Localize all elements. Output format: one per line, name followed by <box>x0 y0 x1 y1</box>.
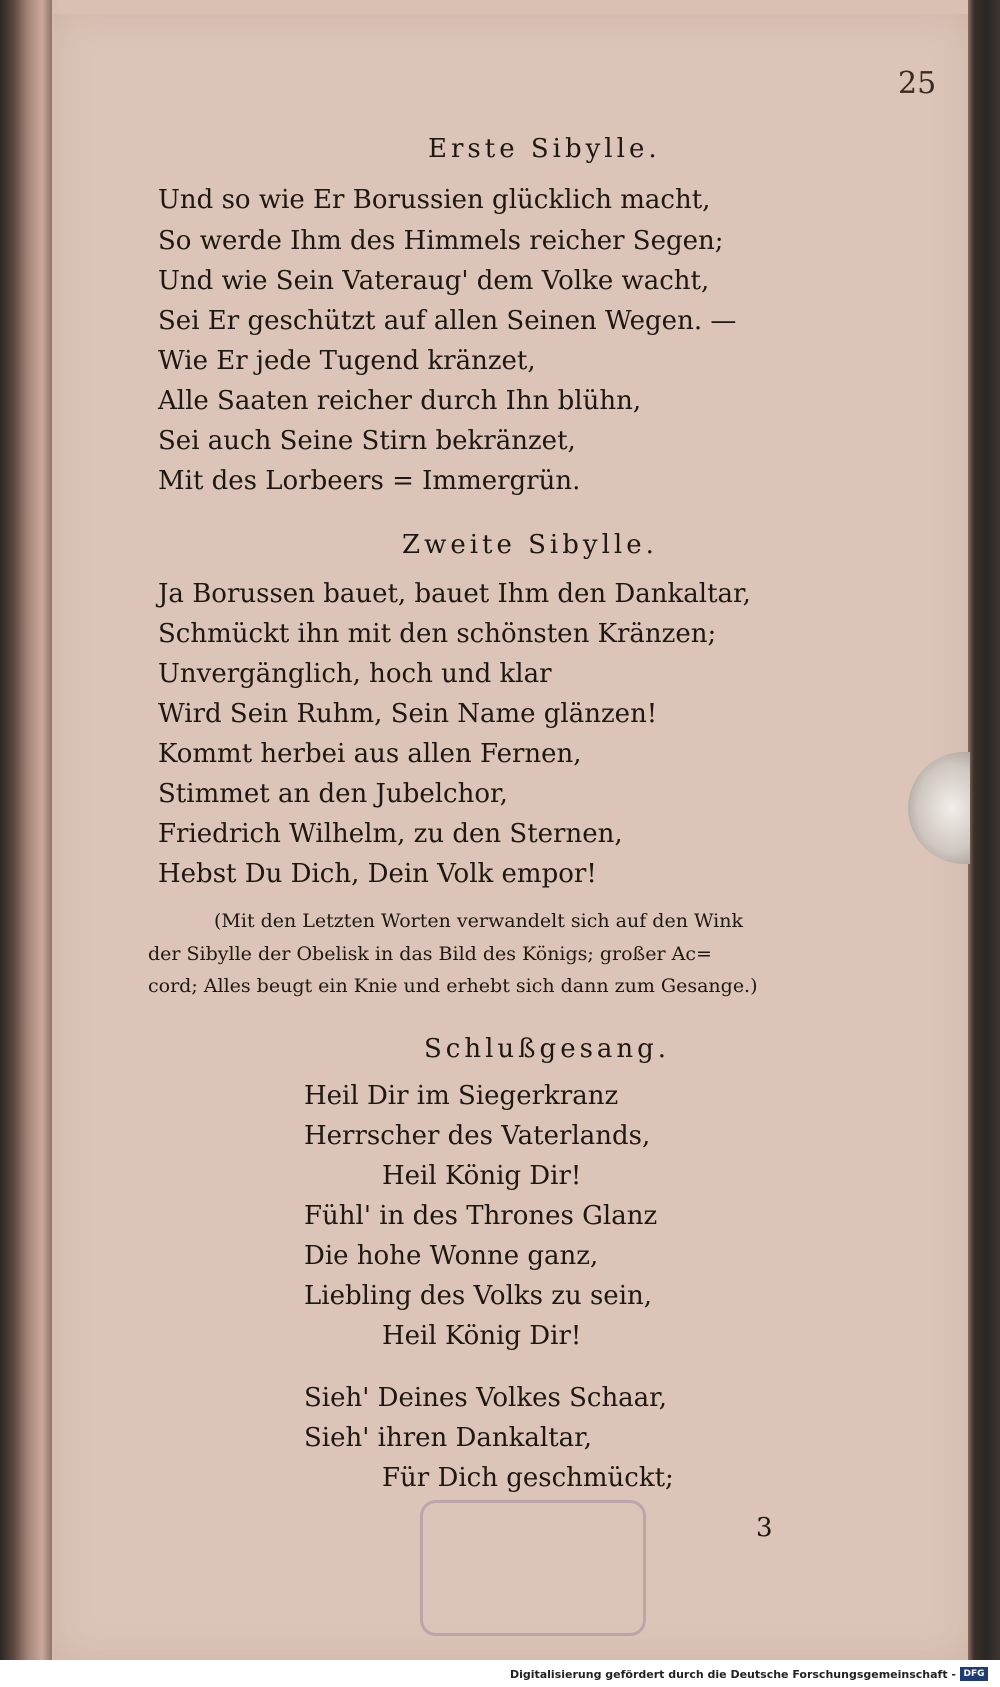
book-cover-edge <box>968 0 1000 1660</box>
stage-direction-line: cord; Alles beugt ein Knie und erhebt sich dann zum Gesange.) <box>148 975 758 997</box>
page-number: 25 <box>898 66 937 101</box>
verse-line: Fühl' in des Thrones Glanz <box>304 1201 658 1231</box>
verse-line: Und so wie Er Borussien glücklich macht, <box>158 185 711 215</box>
verse-line: Unvergänglich, hoch und klar <box>158 659 552 689</box>
verse-line: Schmückt ihn mit den schönsten Kränzen; <box>158 619 717 649</box>
verse-line: Und wie Sein Vateraug' dem Volke wacht, <box>158 266 710 296</box>
verse-line: Heil König Dir! <box>382 1161 582 1191</box>
verse-line: Alle Saaten reicher durch Ihn blühn, <box>158 386 642 416</box>
heading-zweite-sibylle: Zweite Sibylle. <box>402 530 658 560</box>
footer-credit: Digitalisierung gefördert durch die Deutsche Forschungsgemeinschaft - <box>509 1668 956 1681</box>
verse-line: Wird Sein Ruhm, Sein Name glänzen! <box>158 699 658 729</box>
verse-line: Liebling des Volks zu sein, <box>304 1281 653 1311</box>
verse-line: Ja Borussen bauet, bauet Ihm den Dankaltar, <box>158 579 751 609</box>
verse-line: Sieh' Deines Volkes Schaar, <box>304 1383 668 1413</box>
stage-direction-line: (Mit den Letzten Worten verwandelt sich auf den Wink <box>214 910 744 932</box>
heading-schlussgesang: Schlußgesang. <box>424 1034 671 1064</box>
verse-line: Herrscher des Vaterlands, <box>304 1121 651 1151</box>
verse-line: Friedrich Wilhelm, zu den Sternen, <box>158 819 623 849</box>
verse-line: Wie Er jede Tugend kränzet, <box>158 346 536 376</box>
verse-line: Für Dich geschmückt; <box>382 1463 674 1493</box>
verse-line: Die hohe Wonne ganz, <box>304 1241 599 1271</box>
verse-line: So werde Ihm des Himmels reicher Segen; <box>158 226 724 256</box>
verse-line: Sieh' ihren Dankaltar, <box>304 1423 593 1453</box>
previous-page-edge <box>0 0 52 1660</box>
verse-line: Stimmet an den Jubelchor, <box>158 779 508 809</box>
library-stamp <box>420 1500 646 1636</box>
verse-line: Sei auch Seine Stirn bekränzet, <box>158 426 576 456</box>
verse-line: Sei Er geschützt auf allen Seinen Wegen. — <box>158 306 737 336</box>
dfg-logo: DFG <box>960 1667 988 1681</box>
verse-line: Heil Dir im Siegerkranz <box>304 1081 619 1111</box>
stage-direction-line: der Sibylle der Obelisk in das Bild des Königs; großer Ac= <box>148 943 712 965</box>
verse-line: Mit des Lorbeers = Immergrün. <box>158 466 581 496</box>
verse-line: Hebst Du Dich, Dein Volk empor! <box>158 859 597 889</box>
signature-mark: 3 <box>756 1513 773 1543</box>
verse-line: Kommt herbei aus allen Fernen, <box>158 739 582 769</box>
verse-line: Heil König Dir! <box>382 1321 582 1351</box>
heading-erste-sibylle: Erste Sibylle. <box>428 134 661 164</box>
